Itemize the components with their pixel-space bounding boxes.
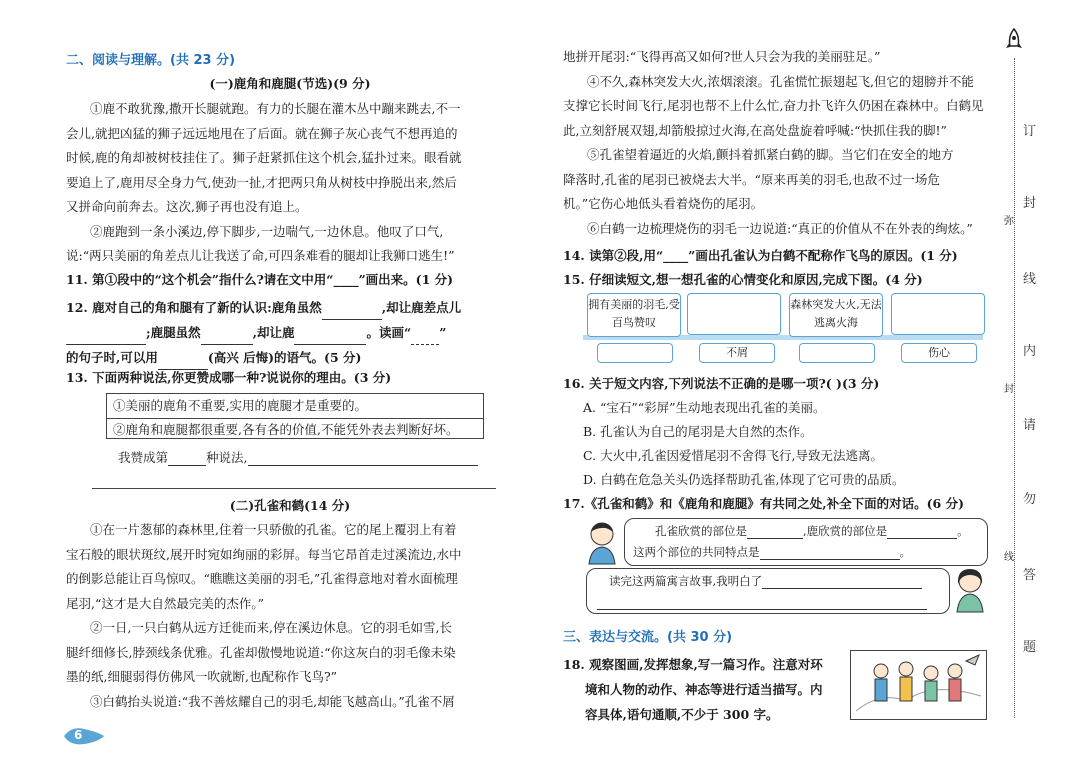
flow-box-bottom: 不屑	[699, 343, 775, 363]
q18-line: 容具体,语句通顺,不少于 300 字。	[585, 707, 779, 722]
answer-blank[interactable]	[158, 345, 208, 370]
answer-blank[interactable]	[248, 450, 478, 466]
passage-line: 会儿,就把凶猛的狮子远远地甩在了后面。就在狮子灰心丧气不想再追的	[66, 125, 458, 141]
dialog-text: ,鹿欣赏的部位是	[803, 524, 888, 538]
dialog-line: 这两个部位的共同特点是 。	[633, 545, 911, 559]
passage-line: ②鹿跑到一条小溪边,停下脚步,一边喘气,一边休息。他叹了口气,	[90, 223, 444, 239]
margin-char: 答	[1023, 568, 1037, 583]
passage-line: 机。”它伤心地低头看着烧伤的尾羽。	[563, 196, 764, 211]
passage-line: 地拼开尾羽:“飞得再高又如何?世人只会为我的美丽驻足。”	[563, 49, 881, 64]
question-11: 11. 第①段中的“这个机会”指什么?请在文中用“____”画出来。(1 分)	[66, 272, 454, 287]
girl-icon	[952, 566, 988, 614]
passage-line: 要追上了,鹿用尽全身力气,使劲一扯,才把两只角从树枝中挣脱出来,然后	[66, 174, 457, 190]
flow-box-top[interactable]	[891, 293, 985, 335]
flow-box-top: 森林突发大火,无法逃离火海	[789, 293, 883, 337]
answer-blank[interactable]	[597, 595, 927, 610]
page-number-badge	[62, 726, 106, 746]
answer-blank[interactable]	[294, 320, 366, 345]
passage-line: 降落时,孔雀的尾羽已被烧去大半。“原来再美的羽毛,也敌不过一场危	[563, 171, 940, 187]
margin-char-small: 弥	[1004, 216, 1014, 227]
answer-blank[interactable]	[747, 524, 803, 539]
boy-icon	[583, 520, 621, 566]
q12-text: ”	[439, 325, 447, 340]
passage-line: 又拼命向前奔去。这次,狮子再也没有追上。	[66, 199, 308, 214]
answer-line[interactable]	[92, 488, 496, 489]
passage-line: 的倒影总能让百鸟惊叹。“瞧瞧这美丽的羽毛,”孔雀得意地对着水面梳理	[66, 571, 458, 586]
writing-prompt-illustration	[850, 650, 987, 720]
passage1-body	[66, 97, 506, 269]
q12-text: (高兴 后悔)的语气。(5 分)	[207, 350, 362, 365]
margin-char: 勿	[1023, 492, 1037, 507]
dialog-line	[609, 573, 922, 589]
margin-char: 订	[1023, 124, 1037, 139]
passage-line: 此,立刻舒展双翅,却箭般掠过火海,在高处盘旋着呼喊:“快抓住我的脚!”	[563, 122, 947, 138]
section-title-writing: 三、表达与交流。(共 30 分)	[563, 630, 733, 645]
margin-char-small: 封	[1004, 384, 1014, 395]
answer-blank[interactable]	[322, 295, 382, 320]
margin-char: 线	[1023, 272, 1037, 287]
page-number: 6	[74, 728, 83, 742]
passage-line: 宝石般的眼状斑纹,展开时宛如绚丽的彩屏。每当它昂首走过溪流边,水中	[66, 546, 462, 562]
question-15: 15. 仔细读短文,想一想孔雀的心情变化和原因,完成下图。(4 分)	[563, 272, 923, 287]
binding-dotted-line	[1014, 58, 1015, 718]
passage-line: 尾羽,“这才是大自然最完美的杰作。”	[66, 595, 265, 611]
dialog-text: 。	[957, 524, 969, 538]
section-title-reading: 二、阅读与理解。(共 23 分)	[66, 53, 236, 68]
answer-blank[interactable]	[66, 320, 146, 345]
q13-option-2: ②鹿角和鹿腿都很重要,各有各的价值,不能凭外表去判断好坏。	[113, 422, 459, 437]
q16-option-c[interactable]: C. 大火中,孔雀因爱惜尾羽不舍得飞行,导致无法逃离。	[583, 448, 884, 463]
passage-line: 墨的纸,细腿弱得仿佛风一吹就断,也配称作飞鸟?”	[66, 669, 338, 684]
answer-blank[interactable]	[887, 524, 957, 539]
q12-text: ,却让鹿	[252, 325, 295, 340]
answer-blank[interactable]	[762, 574, 922, 589]
passage-line: 支撑它长时间飞行,尾羽也帮不上什么忙,奋力扑飞许久仍困在森林中。白鹤见	[563, 98, 984, 113]
q13-answer-line	[118, 448, 478, 466]
dialog-bubble-boy	[624, 518, 988, 566]
question-12	[66, 295, 506, 370]
answer-blank[interactable]	[168, 450, 206, 466]
q16-options	[583, 396, 905, 492]
passage-line: 说:“两只美丽的角差点儿让我送了命,可四条难看的腿却让我狮口逃生!”	[66, 248, 455, 263]
passage-line: 腿纤细修长,脖颈线条优雅。孔雀却傲慢地说道:“你这灰白的羽毛像未染	[66, 644, 456, 660]
q12-text: 12. 鹿对自己的角和腿有了新的认识:鹿角虽然	[66, 300, 322, 315]
margin-char: 题	[1023, 640, 1037, 655]
dialog-line	[655, 523, 969, 539]
flow-box-top: 拥有美丽的羽毛,受百鸟赞叹	[587, 293, 681, 337]
q13-answer-text: 我赞成第	[118, 450, 169, 465]
margin-char-small: 线	[1004, 552, 1014, 563]
passage2-continued	[563, 45, 1003, 241]
passage-line: ③白鹤抬头说道:“我不善炫耀自己的羽毛,却能飞越高山。”孔雀不屑	[90, 693, 455, 709]
q16-option-b[interactable]: B. 孔雀认为自己的尾羽是大自然的杰作。	[583, 424, 813, 439]
answer-blank[interactable]	[201, 320, 253, 345]
q12-text: ;鹿腿虽然	[146, 325, 201, 340]
margin-char: 封	[1023, 196, 1037, 211]
flow-box-bottom: 伤心	[901, 343, 977, 363]
passage-line: ②一日,一只白鹤从远方迁徙而来,停在溪边休息。它的羽毛如雪,长	[90, 620, 452, 635]
emotion-flow-diagram	[583, 293, 988, 365]
q18-line: 18. 观察图画,发挥想象,写一篇习作。注意对环	[563, 657, 823, 672]
question-18	[563, 652, 823, 727]
flow-box-bottom[interactable]	[799, 343, 875, 363]
flow-box-bottom[interactable]	[597, 343, 673, 363]
passage-line: ④不久,森林突发大火,浓烟滚滚。孔雀慌忙振翅起飞,但它的翅膀并不能	[587, 73, 974, 89]
passage-line: ⑤孔雀望着逼近的火焰,颤抖着抓紧白鹤的脚。当它们在安全的地方	[587, 147, 954, 162]
dialog-text: 孔雀欣赏的部位是	[655, 524, 747, 538]
question-13: 13. 下面两种说法,你更赞成哪一种?说说你的理由。(3 分)	[66, 370, 392, 385]
q18-line: 境和人物的动作、神态等进行适当描写。内	[585, 682, 823, 697]
passage-line: ①在一片葱郁的森林里,住着一只骄傲的孔雀。它的尾上覆羽上有着	[90, 522, 457, 537]
flow-box-top[interactable]	[687, 293, 781, 335]
passage2-title: (二)孔雀和鹤(14 分)	[229, 498, 351, 513]
boy-illustration	[583, 520, 621, 569]
q12-text: 。读画“	[366, 325, 412, 340]
girl-illustration	[952, 566, 988, 617]
q13-options-box	[106, 393, 484, 439]
q16-option-a[interactable]: A. “宝石”“彩屏”生动地表现出孔雀的美丽。	[583, 400, 826, 415]
wavy-mark	[411, 320, 439, 345]
dialog-bubble-girl	[586, 568, 950, 614]
margin-char: 请	[1023, 418, 1037, 433]
page-badge-shape	[62, 726, 106, 746]
question-16: 16. 关于短文内容,下列说法不正确的是哪一项?( )(3 分)	[563, 376, 880, 391]
margin-char: 内	[1023, 344, 1037, 359]
q13-option-1: ①美丽的鹿角不重要,实用的鹿腿才是重要的。	[107, 394, 483, 419]
passage-line: 时候,鹿的角却被树枝挂住了。狮子赶紧抓住这个机会,猛扑过来。眼看就	[66, 150, 462, 165]
passage2-body	[66, 518, 506, 714]
q12-text: ,却让鹿差点儿	[381, 300, 462, 315]
q16-option-d[interactable]: D. 白鹤在危急关头仍选择帮助孔雀,体现了它可贵的品质。	[583, 472, 905, 487]
question-17: 17.《孔雀和鹤》和《鹿角和鹿腿》有共同之处,补全下面的对话。(6 分)	[563, 496, 964, 511]
passage1-title: (一)鹿角和鹿腿(节选)(9 分)	[209, 76, 371, 91]
answer-blank[interactable]	[760, 545, 900, 560]
children-picture	[851, 651, 986, 719]
rocket-shape	[1003, 28, 1025, 54]
dialog-text: 读完这两篇寓言故事,我明白了	[609, 574, 763, 588]
rocket-icon	[1003, 28, 1025, 57]
passage-line: ①鹿不敢犹豫,撒开长腿就跑。有力的长腿在灌木丛中蹦来跳去,不一	[90, 101, 461, 116]
passage-line: ⑥白鹤一边梳理烧伤的羽毛一边说道:“真正的价值从不在外表的绚炫。”	[587, 220, 973, 236]
dialog-text: 这两个部位的共同特点是	[633, 545, 760, 559]
q12-text: 的句子时,可以用	[66, 350, 158, 365]
question-14: 14. 读第②段,用“____”画出孔雀认为白鹤不配称作飞鸟的原因。(1 分)	[563, 248, 958, 263]
q13-answer-text: 种说法,	[206, 450, 248, 465]
